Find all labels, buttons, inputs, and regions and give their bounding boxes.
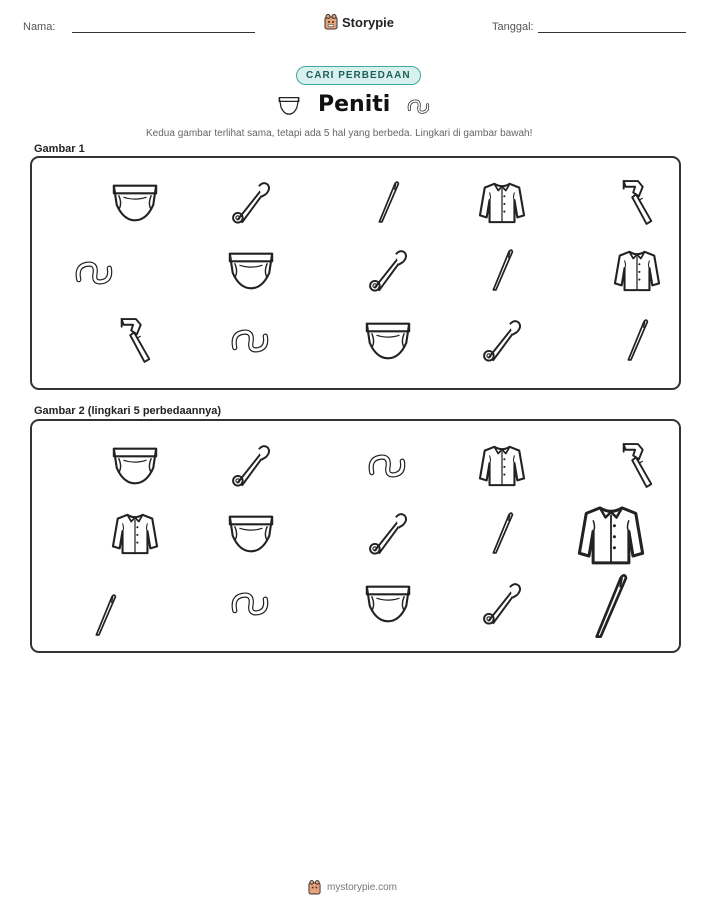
clamp-icon[interactable] xyxy=(617,439,657,491)
needle-icon[interactable] xyxy=(489,509,515,557)
date-line[interactable] xyxy=(538,32,686,33)
diaper-icon[interactable] xyxy=(363,581,413,625)
name-line[interactable] xyxy=(72,32,255,33)
footer-url: mystorypie.com xyxy=(327,882,398,893)
storypie-logo-icon xyxy=(308,880,321,895)
hook-icon[interactable] xyxy=(230,324,272,356)
safety-pin-icon[interactable] xyxy=(230,178,272,226)
hook-icon[interactable] xyxy=(230,587,272,619)
category-badge: CARI PERBEDAAN xyxy=(296,66,421,85)
shirt-icon[interactable] xyxy=(477,442,527,488)
brand-name: Storypie xyxy=(342,14,395,30)
hook-icon xyxy=(407,95,431,117)
diaper-icon[interactable] xyxy=(363,318,413,362)
clamp-icon[interactable] xyxy=(115,314,155,366)
picture2-panel[interactable] xyxy=(30,419,681,653)
safety-pin-icon[interactable] xyxy=(367,246,409,294)
footer xyxy=(308,880,397,895)
page-title: Peniti xyxy=(318,92,391,117)
safety-pin-icon[interactable] xyxy=(481,579,523,627)
storypie-logo-icon xyxy=(324,14,338,30)
clamp-icon[interactable] xyxy=(617,176,657,228)
diaper-icon[interactable] xyxy=(226,511,276,555)
picture1-label: Gambar 1 xyxy=(34,143,85,155)
picture1-panel[interactable] xyxy=(30,156,681,390)
shirt-icon[interactable] xyxy=(612,247,662,293)
needle-icon[interactable] xyxy=(624,316,650,364)
needle-icon[interactable] xyxy=(375,178,401,226)
diaper-icon[interactable] xyxy=(110,443,160,487)
needle-icon[interactable] xyxy=(92,591,118,639)
diaper-icon[interactable] xyxy=(110,180,160,224)
shirt-icon[interactable] xyxy=(575,501,647,567)
shirt-icon[interactable] xyxy=(110,510,160,556)
hook-icon[interactable] xyxy=(74,256,116,288)
brand-logo xyxy=(324,14,394,30)
instruction-text: Kedua gambar terlihat sama, tetapi ada 5 hal yang berbeda. Lingkari di gambar bawah! xyxy=(146,128,533,139)
diaper-icon xyxy=(276,94,302,116)
hook-icon[interactable] xyxy=(367,449,409,481)
date-label: Tanggal: xyxy=(492,21,534,33)
safety-pin-icon[interactable] xyxy=(230,441,272,489)
diaper-icon[interactable] xyxy=(226,248,276,292)
shirt-icon[interactable] xyxy=(477,179,527,225)
needle-icon[interactable] xyxy=(489,246,515,294)
picture2-label: Gambar 2 (lingkari 5 perbedaannya) xyxy=(34,405,222,417)
name-label: Nama: xyxy=(23,21,56,33)
safety-pin-icon[interactable] xyxy=(481,316,523,364)
safety-pin-icon[interactable] xyxy=(367,509,409,557)
needle-icon[interactable] xyxy=(590,571,630,641)
